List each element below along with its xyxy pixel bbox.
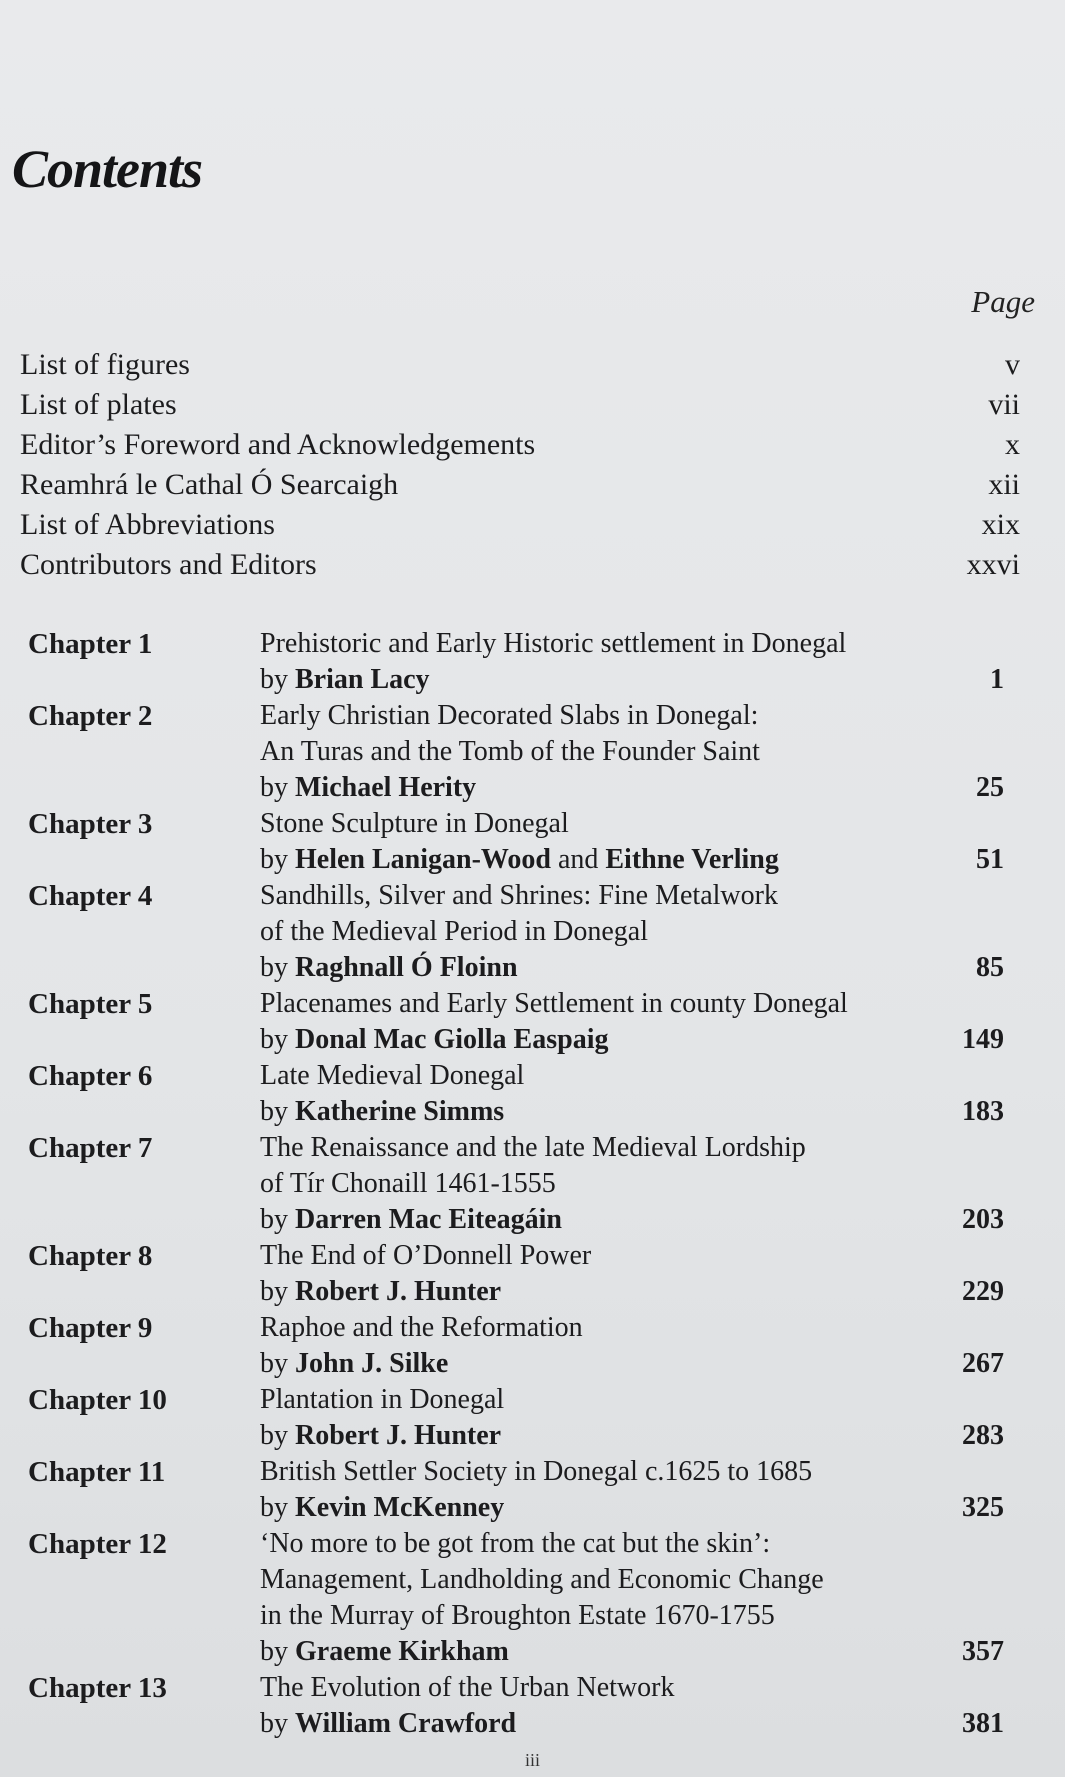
chapter-author-line [260,662,1018,698]
chapter-label: Chapter 12 [28,1528,167,1560]
chapter-author-line [260,950,1018,986]
chapter-author: Donal Mac Giolla Easpaig [295,1024,609,1055]
chapter-page: 229 [962,1276,1004,1307]
chapter-label: Chapter 11 [28,1456,166,1488]
chapter-title-line: The Evolution of the Urban Network [260,1672,675,1703]
chapter-page: 25 [976,772,1004,803]
chapter-author-line [260,1418,1018,1454]
front-matter-item [20,388,1020,428]
by-word: by [260,772,288,803]
chapter-title-line: Stone Sculpture in Donegal [260,808,569,839]
chapter-entry [28,1526,1018,1670]
author-group [260,1490,504,1526]
front-matter-item [20,508,1020,548]
chapter-author-line [260,1202,1018,1238]
chapter-body [260,1238,1018,1310]
chapter-title-line: Management, Landholding and Economic Change [260,1564,824,1595]
chapter-page: 325 [962,1492,1004,1523]
chapter-author-line [260,1706,1018,1742]
chapter-author: Kevin McKenney [295,1492,505,1523]
chapter-body [260,1454,1018,1526]
chapter-author: Robert J. Hunter [295,1420,502,1451]
chapter-author: Helen Lanigan-Wood [295,844,551,875]
chapter-author-line [260,1490,1018,1526]
front-matter-label: Editor’s Foreword and Acknowledgements [20,428,536,461]
by-word: by [260,952,288,983]
front-matter-page: xxvi [966,548,1020,581]
chapter-author-line [260,1274,1018,1310]
by-word: by [260,1492,288,1523]
chapter-body [260,1670,1018,1742]
chapter-title-line: The Renaissance and the late Medieval Lordship [260,1132,806,1163]
chapter-title-line: Placenames and Early Settlement in county Donegal [260,988,848,1019]
chapter-author: Katherine Simms [295,1096,505,1127]
chapter-title-line: ‘No more to be got from the cat but the skin’: [260,1528,771,1559]
chapter-body [260,1382,1018,1454]
chapter-author: Brian Lacy [295,664,430,695]
author-group [260,1418,501,1454]
chapter-label: Chapter 9 [28,1312,153,1344]
front-matter-page: v [1005,348,1020,381]
chapter-entry [28,1058,1018,1130]
chapter-author: William Crawford [295,1708,517,1739]
chapter-label: Chapter 5 [28,988,153,1020]
by-word: by [260,844,288,875]
front-matter-item [20,428,1020,468]
chapter-body [260,878,1018,986]
by-word: by [260,1636,288,1667]
chapter-page: 85 [976,952,1004,983]
front-matter-item [20,468,1020,508]
front-matter-item [20,548,1020,588]
chapter-label: Chapter 2 [28,700,153,732]
chapter-body [260,1310,1018,1382]
chapter-author: Raghnall Ó Floinn [295,952,518,983]
chapter-page: 203 [962,1204,1004,1235]
chapter-entry [28,878,1018,986]
chapter-entry [28,806,1018,878]
front-matter-label: Contributors and Editors [20,548,317,581]
chapter-page: 267 [962,1348,1004,1379]
chapter-title-line: of Tír Chonaill 1461-1555 [260,1168,556,1199]
author-group [260,1346,448,1382]
chapter-page: 381 [962,1708,1004,1739]
chapter-label: Chapter 4 [28,880,153,912]
chapter-body [260,806,1018,878]
by-word: by [260,1096,288,1127]
page-column-label: Page [971,284,1035,319]
chapter-entry [28,1238,1018,1310]
page-number: iii [524,1750,540,1770]
chapter-label: Chapter 3 [28,808,153,840]
chapter-author: Eithne Verling [605,844,779,875]
chapter-title-line: The End of O’Donnell Power [260,1240,592,1271]
chapter-author: Graeme Kirkham [295,1636,509,1667]
chapter-title-line: in the Murray of Broughton Estate 1670-1755 [260,1600,775,1631]
chapter-author: Robert J. Hunter [295,1276,502,1307]
by-word: by [260,1420,288,1451]
front-matter-page: vii [988,388,1020,421]
author-group [260,1274,501,1310]
chapter-author-line [260,1346,1018,1382]
chapter-body [260,986,1018,1058]
by-word: by [260,1276,288,1307]
chapter-entry [28,1310,1018,1382]
chapter-author: Darren Mac Eiteagáin [295,1204,562,1235]
chapter-title-line: Early Christian Decorated Slabs in Donegal: [260,700,759,731]
front-matter-page: x [1005,428,1020,461]
by-word: by [260,1708,288,1739]
front-matter-label: List of plates [20,388,177,421]
front-matter-item [20,348,1020,388]
author-group [260,842,779,878]
chapter-label: Chapter 10 [28,1384,167,1416]
chapter-title-line: An Turas and the Tomb of the Founder Saint [260,736,760,767]
chapter-entry [28,1382,1018,1454]
chapter-list [28,626,1018,1742]
by-word: by [260,1204,288,1235]
page-title: Contents [12,139,203,199]
chapter-author-line [260,842,1018,878]
chapter-entry [28,1454,1018,1526]
chapter-page: 357 [962,1636,1004,1667]
chapter-entry [28,1130,1018,1238]
chapter-label: Chapter 7 [28,1132,153,1164]
chapter-body [260,1526,1018,1670]
bleed-through-text [690,160,697,192]
front-matter-label: Reamhrá le Cathal Ó Searcaigh [20,468,399,501]
chapter-page: 183 [962,1096,1004,1127]
chapter-author-line [260,1094,1018,1130]
author-group [260,662,430,698]
chapter-label: Chapter 1 [28,628,153,660]
front-matter-label: List of Abbreviations [20,508,275,541]
front-matter-list [20,348,1020,588]
author-group [260,1634,509,1670]
chapter-title-line: of the Medieval Period in Donegal [260,916,649,947]
chapter-title-line: British Settler Society in Donegal c.1625 to 1685 [260,1456,813,1487]
chapter-author: Michael Herity [295,772,477,803]
by-word: by [260,1348,288,1379]
chapter-title-line: Late Medieval Donegal [260,1060,525,1091]
chapter-title-line: Plantation in Donegal [260,1384,505,1415]
chapter-title-line: Sandhills, Silver and Shrines: Fine Metalwork [260,880,778,911]
by-word: by [260,1024,288,1055]
chapter-body [260,626,1018,698]
chapter-entry [28,986,1018,1058]
author-group [260,950,518,986]
chapter-label: Chapter 13 [28,1672,167,1704]
chapter-label: Chapter 8 [28,1240,153,1272]
chapter-entry [28,1670,1018,1742]
chapter-entry [28,698,1018,806]
chapter-body [260,698,1018,806]
author-group [260,1022,608,1058]
chapter-title-line: Raphoe and the Reformation [260,1312,583,1343]
chapter-author-line [260,1022,1018,1058]
author-group [260,1094,504,1130]
chapter-title-line: Prehistoric and Early Historic settlement in Donegal [260,628,847,659]
chapter-body [260,1130,1018,1238]
chapter-label: Chapter 6 [28,1060,153,1092]
by-word: by [260,664,288,695]
author-group [260,1706,516,1742]
chapter-page: 149 [962,1024,1004,1055]
chapter-page: 51 [976,844,1004,875]
chapter-page: 283 [962,1420,1004,1451]
author-conjunction: and [557,844,599,875]
front-matter-label: List of figures [20,348,190,381]
chapter-author: John J. Silke [295,1348,449,1379]
chapter-body [260,1058,1018,1130]
chapter-author-line [260,770,1018,806]
chapter-entry [28,626,1018,698]
front-matter-page: xii [988,468,1020,501]
chapter-page: 1 [990,664,1004,695]
front-matter-page: xix [981,508,1020,541]
author-group [260,770,476,806]
chapter-author-line [260,1634,1018,1670]
author-group [260,1202,562,1238]
